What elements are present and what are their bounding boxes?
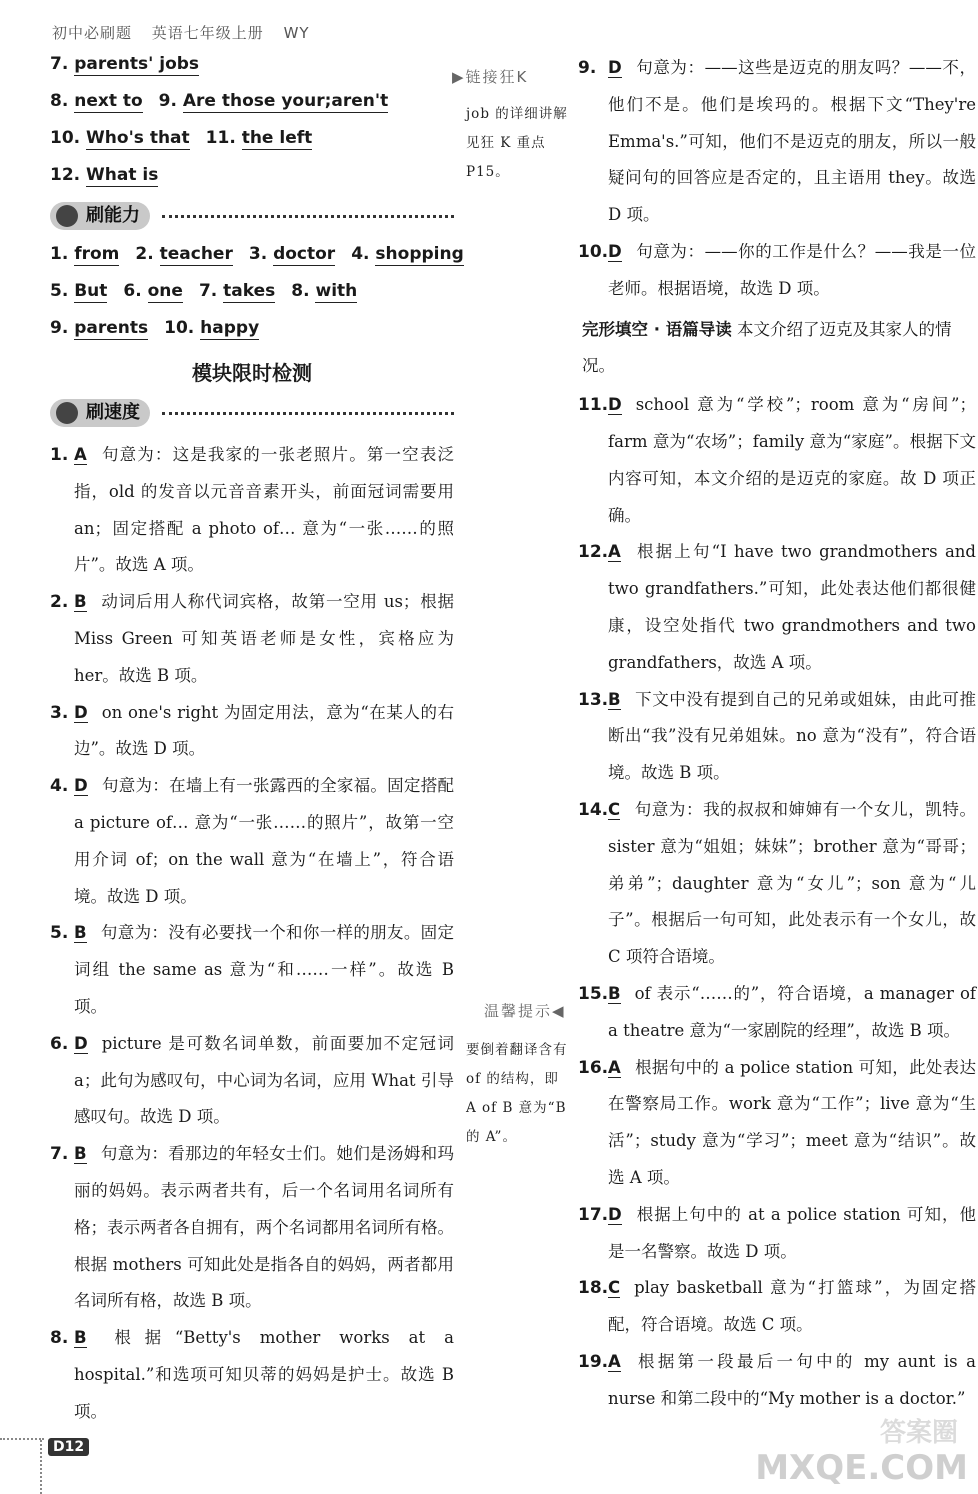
- question-number: 1.: [50, 445, 69, 465]
- explanation-item: [578, 1270, 976, 1344]
- answer-row: [50, 277, 454, 314]
- section-title: 模块限时检测: [192, 361, 312, 385]
- question-number: 15.: [578, 983, 609, 1004]
- answer-text: Are those your;aren't: [182, 91, 389, 111]
- question-number: 10.: [578, 241, 609, 262]
- answer-key: C: [608, 799, 621, 819]
- answer-number: 12.: [50, 165, 81, 185]
- answer-key: B: [74, 1144, 87, 1164]
- question-number: 13.: [578, 689, 609, 710]
- answer-text: next to: [74, 91, 143, 111]
- ability-banner-label: 刷能力: [50, 202, 150, 230]
- answer-row: [50, 240, 464, 277]
- question-number: 7.: [50, 1144, 69, 1165]
- answer-item: [249, 244, 335, 264]
- answer-key: B: [74, 923, 87, 943]
- explanation-item: [578, 234, 976, 308]
- answer-item: [50, 165, 158, 185]
- answer-number: 7.: [50, 54, 69, 74]
- question-number: 17.: [578, 1204, 609, 1225]
- explanation-text: play basketball 意为“打篮球”，为固定搭配，符合语境。故选 C 项。: [608, 1278, 976, 1335]
- passage-label: 完形填空 · 语篇导读: [582, 319, 732, 339]
- question-number: 11.: [578, 395, 609, 416]
- explanation-item: [50, 695, 454, 769]
- note-link-title: ▶链接狂K: [452, 68, 529, 86]
- explanation-item: [50, 915, 454, 1025]
- answer-key: A: [608, 542, 621, 562]
- passage-guide: [582, 312, 976, 386]
- answer-item: [50, 244, 119, 264]
- explanation-text: 根据第一段最后一句中的 my aunt is a nurse 和第二段中的“My mother is a doctor.”: [608, 1351, 976, 1408]
- answer-key: A: [74, 445, 87, 464]
- answer-item: [50, 91, 143, 111]
- answer-text: But: [74, 281, 108, 301]
- explanation-text: 句意为：在墙上有一张露西的全家福。固定搭配 a picture of… 意为“一张……的照片”，故第一空用介词 of；on the wall 意为“在墙上”，符合语境。故选 D 项。: [74, 776, 454, 906]
- explanation-item: [578, 387, 976, 534]
- answer-text: shopping: [375, 244, 464, 264]
- explanation-text: 根据上句“I have two grandmothers and two grandfathers.”可知，此处表达他们都很健康，设空处指代 two grandmothers and two grandfathers，故选 A 项。: [608, 542, 976, 672]
- header-subject: 英语七年级上册: [151, 24, 264, 42]
- explanation-item: [578, 1197, 976, 1271]
- left-column: [50, 50, 464, 1431]
- explanation-item: [578, 682, 976, 792]
- explanation-item: [578, 534, 976, 681]
- answer-number: 2.: [135, 244, 154, 264]
- explanation-item: [50, 584, 454, 694]
- answer-item: [50, 54, 199, 74]
- answer-item: [351, 244, 464, 264]
- answer-row: [50, 314, 454, 351]
- answer-key: B: [74, 1328, 87, 1348]
- right-question-list-a: [578, 50, 976, 308]
- answer-number: 9.: [158, 91, 177, 111]
- running-header: [52, 22, 324, 43]
- explanation-item: [50, 1026, 454, 1136]
- answer-number: 8.: [50, 91, 69, 111]
- answer-key: D: [74, 776, 88, 796]
- explanation-item: [50, 1320, 454, 1430]
- ability-answer-block: [50, 240, 464, 351]
- header-edition: WY: [283, 24, 310, 42]
- explanation-text: 根据上句中的 at a police station 可知，他是一名警察。故选 D 项。: [608, 1204, 976, 1261]
- answer-number: 7.: [198, 281, 218, 301]
- left-question-list: [50, 437, 454, 1431]
- explanation-text: 动词后用人称代词宾格，故第一空用 us；根据 Miss Green 可知英语老师是女性，宾格应为 her。故选 B 项。: [74, 592, 454, 685]
- answer-number: 4.: [351, 244, 370, 264]
- question-number: 12.: [578, 542, 609, 563]
- right-column: [578, 50, 976, 1417]
- explanation-item: [578, 792, 976, 976]
- answer-key: A: [608, 1351, 621, 1371]
- top-answer-block: [50, 50, 454, 198]
- explanation-item: [578, 1050, 976, 1197]
- explanation-item: [50, 1136, 454, 1320]
- explanation-text: 句意为：没有必要找一个和你一样的朋友。固定词组 the same as 意为“和……一样”。故选 B 项。: [74, 923, 454, 1016]
- answer-number: 10.: [164, 318, 195, 338]
- right-question-list-b: [578, 387, 976, 1417]
- explanation-text: 句意为：——你的工作是什么？——我是一位老师。根据语境，故选 D 项。: [608, 241, 976, 298]
- explanation-item: [578, 50, 976, 234]
- explanation-text: school 意为“学校”；room 意为“房间”；farm 意为“农场”；family 意为“家庭”。根据下文内容可知，本文介绍的是迈克的家庭。故 D 项正确。: [608, 395, 976, 525]
- answer-item: [123, 281, 183, 301]
- watermark-logo: 答案圈: [879, 1418, 958, 1448]
- note-tip-text: 要倒着翻译含有 of 的结构，即 A of B 意为“B 的 A”。: [466, 1042, 568, 1145]
- answer-text: from: [74, 244, 120, 264]
- answer-key: D: [608, 1204, 622, 1224]
- answer-key: D: [608, 241, 622, 261]
- answer-item: [291, 281, 357, 301]
- question-number: 5.: [50, 923, 69, 944]
- answer-text: What is: [86, 165, 159, 185]
- answer-row: [50, 50, 454, 87]
- answer-text: one: [147, 281, 183, 301]
- answer-key: D: [608, 58, 622, 77]
- question-number: 6.: [50, 1033, 69, 1054]
- answer-item: [135, 244, 232, 264]
- explanation-item: [578, 976, 976, 1050]
- answer-key: D: [608, 395, 622, 415]
- answer-text: happy: [200, 318, 260, 338]
- answer-number: 11.: [205, 128, 236, 148]
- answer-key: B: [608, 983, 621, 1003]
- question-number: 8.: [50, 1328, 69, 1349]
- answer-number: 1.: [50, 244, 69, 264]
- answer-number: 10.: [50, 128, 81, 148]
- ability-banner: [50, 200, 454, 234]
- explanation-text: picture 是可数名词单数，前面要加不定冠词 a；此句为感叹句，中心词为名词，应用 What 引导感叹句。故选 D 项。: [74, 1033, 454, 1127]
- answer-key: D: [74, 702, 88, 722]
- banner-dotted-rule: [162, 215, 454, 218]
- speed-banner-label: 刷速度: [50, 399, 150, 427]
- answer-text: takes: [223, 281, 276, 301]
- answer-text: Who's that: [86, 128, 190, 148]
- answer-text: parents' jobs: [74, 54, 200, 74]
- explanation-item: [50, 768, 454, 915]
- header-series: 初中必刷题: [52, 24, 133, 42]
- question-number: 2.: [50, 592, 69, 613]
- answer-row: [50, 87, 454, 124]
- explanation-item: [578, 1344, 976, 1418]
- answer-number: 5.: [50, 281, 69, 301]
- page-number: D12: [48, 1438, 89, 1456]
- answer-text: doctor: [273, 244, 336, 264]
- explanation-text: 根据“Betty's mother works at a hospital.”和选项可知贝蒂的妈妈是护士。故选 B 项。: [74, 1328, 454, 1421]
- answer-key: B: [608, 689, 621, 709]
- answer-key: C: [608, 1278, 621, 1298]
- question-number: 19.: [578, 1351, 609, 1372]
- question-number: 9.: [578, 58, 597, 78]
- corner-dotted-rule: [0, 1438, 44, 1440]
- answer-text: with: [315, 281, 358, 301]
- question-number: 14.: [578, 799, 609, 820]
- question-number: 16.: [578, 1057, 609, 1078]
- speed-banner: [50, 397, 454, 431]
- answer-number: 3.: [248, 244, 268, 264]
- answer-row: [50, 124, 454, 161]
- explanation-text: 下文中没有提到自己的兄弟或姐妹，由此可推断出“我”没有兄弟姐妹。no 意为“没有”，符合语境。故选 B 项。: [608, 689, 976, 783]
- question-number: 3.: [50, 702, 69, 723]
- answer-item: [50, 128, 190, 148]
- answer-item: [206, 128, 313, 148]
- question-number: 18.: [578, 1278, 609, 1299]
- answer-item: [159, 91, 389, 111]
- explanation-text: on one's right 为固定用法，意为“在某人的右边”。故选 D 项。: [74, 702, 454, 759]
- answer-number: 8.: [291, 281, 310, 301]
- explanation-text: of 表示“……的”，符合语境，a manager of a theatre 意为“一家剧院的经理”，故选 B 项。: [608, 983, 976, 1040]
- answer-item: [50, 318, 148, 338]
- note-tip-title: 温馨提示◀: [484, 1002, 566, 1020]
- answer-item: [199, 281, 275, 301]
- explanation-text: 句意为：看那边的年轻女士们。她们是汤姆和玛丽的妈妈。表示两者共有，后一个名词用名词所有格；表示两者各自拥有，两个名词都用名词所有格。根据 mothers 可知此处是指各自的妈妈，两者都用名词所有格，故选 B 项。: [74, 1144, 454, 1311]
- answer-number: 9.: [50, 318, 69, 338]
- answer-item: [164, 318, 259, 338]
- answer-row: [50, 161, 454, 198]
- corner-dotted-rule-vertical: [40, 1440, 42, 1494]
- passage-text: 本文介绍了迈克及其家人的情况。: [582, 319, 952, 376]
- answer-number: 6.: [123, 281, 142, 301]
- answer-item: [50, 281, 107, 301]
- explanation-text: 句意为：——这些是迈克的朋友吗？——不，他们不是。他们是埃玛的。根据下文“They're Emma's.”可知，他们不是迈克的朋友，所以一般疑问句的回答应是否定的，且主语用 they。故选 D 项。: [608, 58, 976, 225]
- explanation-text: 句意为：我的叔叔和婶婶有一个女儿，凯特。sister 意为“姐姐；妹妹”；brother 意为“哥哥；弟弟”；daughter 意为“女儿”；son 意为“儿子”。根据后一句可知，此处表示有一个女儿，故 C 项符合语境。: [608, 799, 976, 967]
- watermark: MXQE.COM: [755, 1448, 968, 1488]
- answer-text: parents: [74, 318, 149, 338]
- explanation-item: [50, 437, 454, 584]
- question-number: 4.: [50, 776, 69, 797]
- answer-key: A: [608, 1057, 621, 1077]
- explanation-text: 句意为：这是我家的一张老照片。第一空表泛指，old 的发音以元音音素开头，前面冠词需要用 an；固定搭配 a photo of… 意为“一张……的照片”。故选 A 项。: [74, 445, 454, 575]
- explanation-text: 根据句中的 a police station 可知，此处表达在警察局工作。work 意为“工作”；live 意为“生活”；study 意为“学习”；meet 意为“结识”。故选 A 项。: [608, 1057, 976, 1187]
- answer-text: teacher: [159, 244, 233, 264]
- banner-dotted-rule: [162, 412, 454, 415]
- answer-key: B: [74, 592, 87, 612]
- answer-text: the left: [241, 128, 313, 148]
- note-link-text: job 的详细讲解见狂 K 重点 P15。: [466, 106, 568, 180]
- answer-key: D: [74, 1033, 88, 1053]
